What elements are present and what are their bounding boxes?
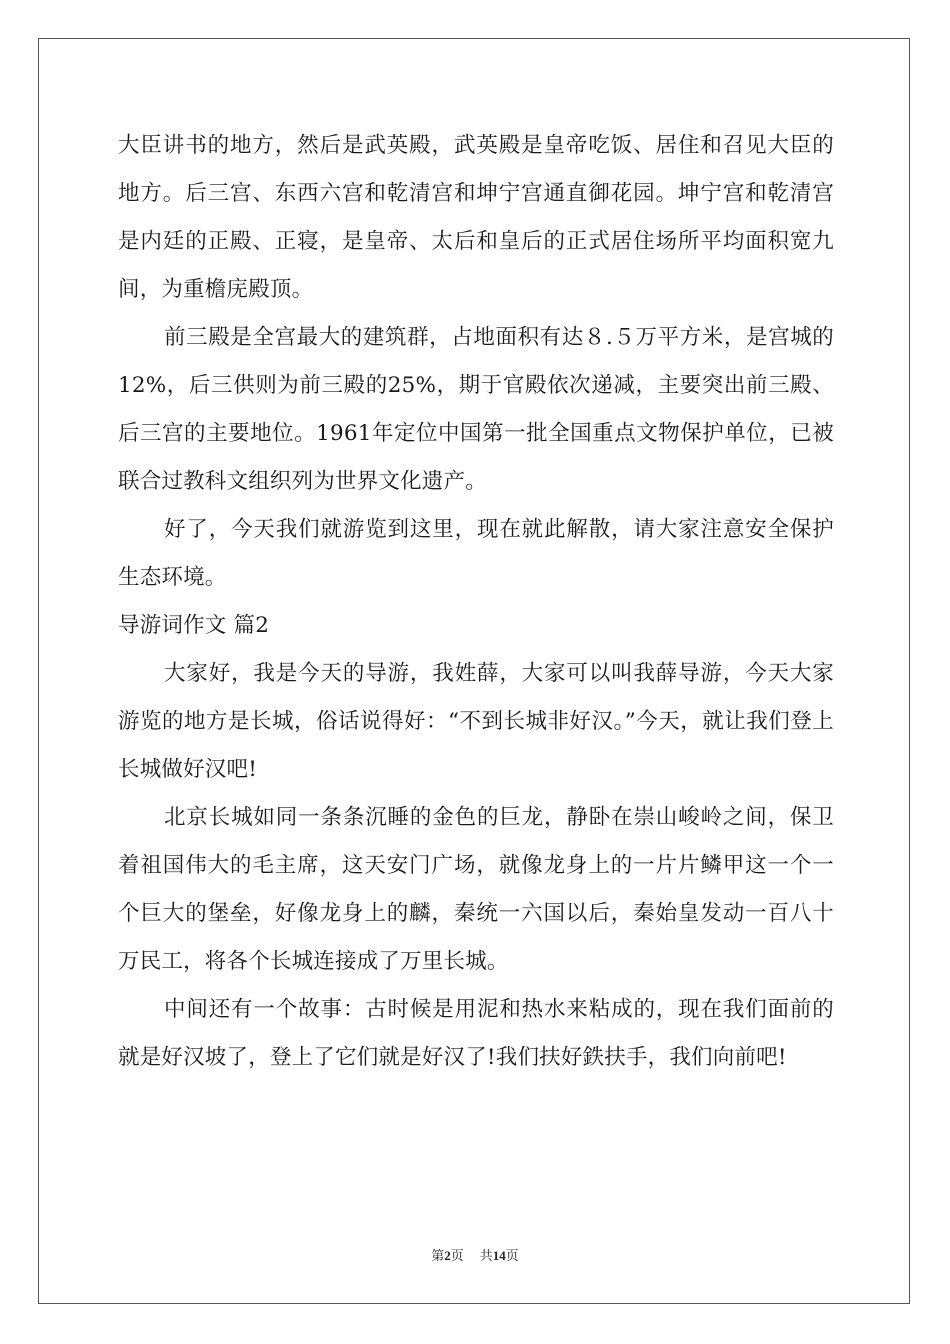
paragraph: 大家好，我是今天的导游，我姓薛，大家可以叫我薛导游，今天大家游览的地方是长城，俗话说得好：“不到长城非好汉。”今天，就让我们登上长城做好汉吧! [118,661,834,782]
page-indicator: 第2页 [431,1248,464,1263]
document-body [118,122,834,1082]
paragraph: 北京长城如同一条条沉睡的金色的巨龙，静卧在崇山峻岭之间，保卫着祖国伟大的毛主席，这天安门广场，就像龙身上的一片片鳞甲这一个一个巨大的堡垒，好像龙身上的麟，秦统一六国以后，秦始皇发动一百八十万民工，将各个长城连接成了万里长城。 [118,805,834,974]
total-pages-indicator: 共14页 [479,1248,519,1263]
page-footer [0,1247,950,1265]
paragraph: 大臣讲书的地方，然后是武英殿，武英殿是皇帝吃饭、居住和召见大臣的地方。后三宫、东西六宫和乾清宫和坤宁宫通直御花园。坤宁宫和乾清宫是内廷的正殿、正寝，是皇帝、太后和皇后的正式居住场所平均面积宽九间，为重檐庑殿顶。 [118,133,834,302]
paragraph: 前三殿是全宫最大的建筑群，占地面积有达８.５万平方米，是宫城的12%，后三供则为前三殿的25%，期于官殿依次递减，主要突出前三殿、后三宫的主要地位。1961年定位中国第一批全国重点文物保护单位，已被联合过教科文组织列为世界文化遗产。 [118,325,834,494]
paragraph: 中间还有一个故事：古时候是用泥和热水来粘成的，现在我们面前的就是好汉坡了，登上了它们就是好汉了!我们扶好鉄扶手，我们向前吧! [118,997,834,1070]
paragraph: 好了，今天我们就游览到这里，现在就此解散，请大家注意安全保护生态环境。 [118,517,834,590]
section-heading: 导游词作文 篇2 [118,613,270,638]
